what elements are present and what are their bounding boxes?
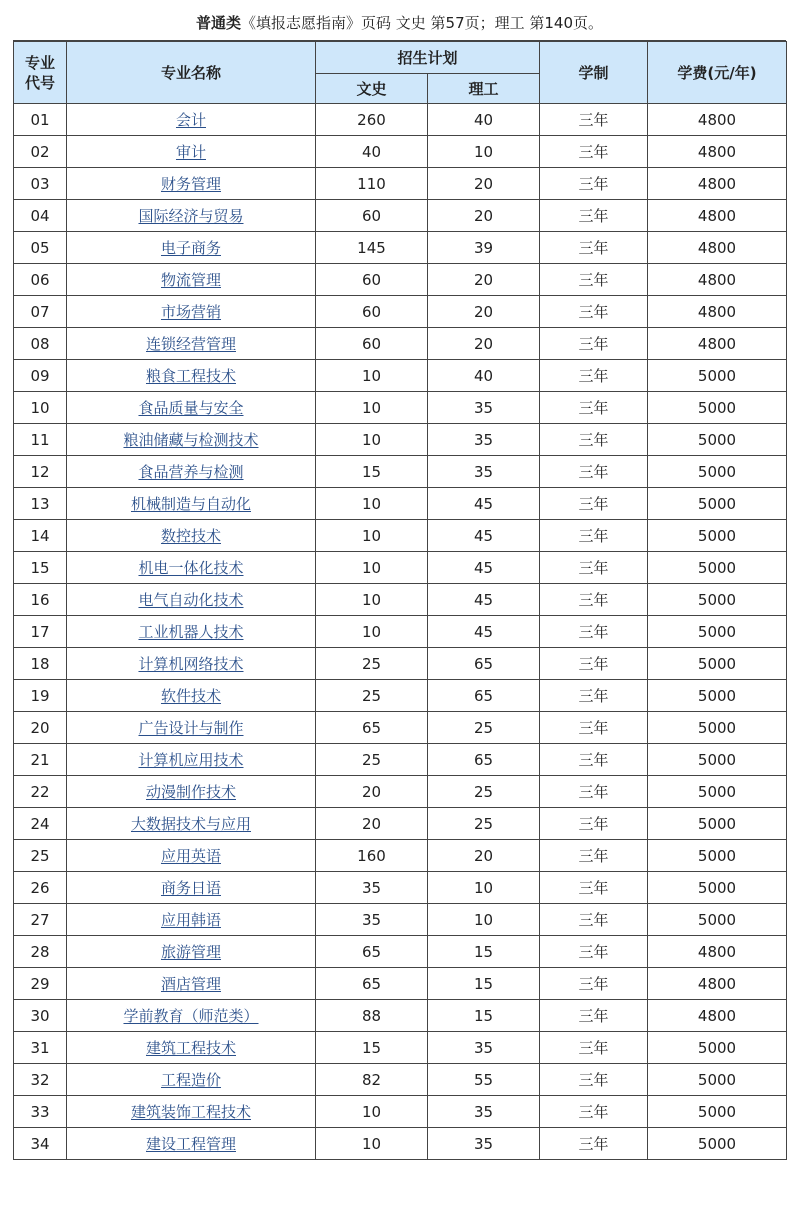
major-name-cell[interactable] xyxy=(67,680,316,712)
table-row xyxy=(14,904,787,936)
major-name-link[interactable]: 粮油储藏与检测技术 xyxy=(123,431,259,449)
major-name-cell[interactable] xyxy=(67,104,316,136)
major-name-link[interactable]: 应用英语 xyxy=(160,847,221,865)
ligong-quota-cell: 65 xyxy=(428,744,540,776)
tuition-cell: 5000 xyxy=(648,1128,787,1160)
tuition-cell: 5000 xyxy=(648,776,787,808)
major-name-cell[interactable] xyxy=(67,616,316,648)
enrollment-plan-table xyxy=(13,41,787,1160)
duration-cell: 三年 xyxy=(540,616,648,648)
major-code-cell: 17 xyxy=(14,616,67,648)
tuition-cell: 5000 xyxy=(648,1096,787,1128)
ligong-quota-cell: 15 xyxy=(428,936,540,968)
table-row xyxy=(14,616,787,648)
major-name-cell[interactable] xyxy=(67,1032,316,1064)
major-code-cell: 08 xyxy=(14,328,67,360)
duration-cell: 三年 xyxy=(540,200,648,232)
header-enrollment-plan: 招生计划 xyxy=(316,42,540,74)
tuition-cell: 5000 xyxy=(648,712,787,744)
header-major-code: 专业代号 xyxy=(14,42,67,104)
major-code-cell: 04 xyxy=(14,200,67,232)
table-row xyxy=(14,424,787,456)
wenshi-quota-cell: 60 xyxy=(316,328,428,360)
major-name-link[interactable]: 连锁经营管理 xyxy=(145,335,236,353)
wenshi-quota-cell: 25 xyxy=(316,680,428,712)
duration-cell: 三年 xyxy=(540,872,648,904)
ligong-quota-cell: 39 xyxy=(428,232,540,264)
duration-cell: 三年 xyxy=(540,1000,648,1032)
major-name-cell[interactable] xyxy=(67,552,316,584)
wenshi-quota-cell: 60 xyxy=(316,296,428,328)
major-name-link[interactable]: 动漫制作技术 xyxy=(145,783,236,801)
major-code-cell: 22 xyxy=(14,776,67,808)
tuition-cell: 4800 xyxy=(648,328,787,360)
wenshi-quota-cell: 25 xyxy=(316,744,428,776)
tuition-cell: 4800 xyxy=(648,936,787,968)
wenshi-quota-cell: 10 xyxy=(316,488,428,520)
major-name-cell[interactable] xyxy=(67,456,316,488)
major-name-link[interactable]: 工业机器人技术 xyxy=(138,623,244,641)
major-name-link[interactable]: 建筑装饰工程技术 xyxy=(130,1103,251,1121)
table-row xyxy=(14,392,787,424)
major-code-cell: 09 xyxy=(14,360,67,392)
ligong-quota-cell: 25 xyxy=(428,712,540,744)
ligong-quota-cell: 65 xyxy=(428,648,540,680)
major-name-link[interactable]: 广告设计与制作 xyxy=(138,719,244,737)
wenshi-quota-cell: 160 xyxy=(316,840,428,872)
major-name-link[interactable]: 财务管理 xyxy=(160,175,221,193)
major-name-cell[interactable] xyxy=(67,520,316,552)
table-row xyxy=(14,328,787,360)
ligong-quota-cell: 40 xyxy=(428,360,540,392)
major-name-link[interactable]: 食品营养与检测 xyxy=(138,463,244,481)
major-name-cell[interactable] xyxy=(67,200,316,232)
table-row xyxy=(14,1128,787,1160)
major-code-cell: 27 xyxy=(14,904,67,936)
major-name-link[interactable]: 机电一体化技术 xyxy=(138,559,244,577)
table-row xyxy=(14,680,787,712)
ligong-quota-cell: 25 xyxy=(428,808,540,840)
tuition-cell: 5000 xyxy=(648,680,787,712)
major-name-cell[interactable] xyxy=(67,872,316,904)
wenshi-quota-cell: 10 xyxy=(316,1128,428,1160)
major-name-cell[interactable] xyxy=(67,424,316,456)
major-code-cell: 19 xyxy=(14,680,67,712)
major-name-cell[interactable] xyxy=(67,1128,316,1160)
major-code-cell: 32 xyxy=(14,1064,67,1096)
duration-cell: 三年 xyxy=(540,744,648,776)
major-code-cell: 13 xyxy=(14,488,67,520)
wenshi-quota-cell: 145 xyxy=(316,232,428,264)
wenshi-quota-cell: 260 xyxy=(316,104,428,136)
major-name-cell[interactable] xyxy=(67,904,316,936)
major-name-cell[interactable] xyxy=(67,840,316,872)
major-code-cell: 25 xyxy=(14,840,67,872)
major-name-link[interactable]: 软件技术 xyxy=(160,687,221,705)
major-name-link[interactable]: 市场营销 xyxy=(160,303,221,321)
major-code-cell: 33 xyxy=(14,1096,67,1128)
duration-cell: 三年 xyxy=(540,520,648,552)
ligong-quota-cell: 45 xyxy=(428,488,540,520)
ligong-quota-cell: 20 xyxy=(428,200,540,232)
major-name-cell[interactable] xyxy=(67,584,316,616)
table-row xyxy=(14,456,787,488)
tuition-cell: 5000 xyxy=(648,840,787,872)
wenshi-quota-cell: 10 xyxy=(316,584,428,616)
table-row xyxy=(14,584,787,616)
table-row xyxy=(14,200,787,232)
tuition-cell: 5000 xyxy=(648,1032,787,1064)
ligong-quota-cell: 35 xyxy=(428,1096,540,1128)
enrollment-plan-table-container xyxy=(13,6,786,1160)
major-name-cell[interactable] xyxy=(67,488,316,520)
major-name-link[interactable]: 商务日语 xyxy=(160,879,221,897)
major-name-cell[interactable] xyxy=(67,264,316,296)
major-name-link[interactable]: 旅游管理 xyxy=(160,943,221,961)
major-code-cell: 01 xyxy=(14,104,67,136)
caption-category: 普通类 xyxy=(195,14,241,32)
tuition-cell: 5000 xyxy=(648,808,787,840)
ligong-quota-cell: 20 xyxy=(428,296,540,328)
wenshi-quota-cell: 60 xyxy=(316,200,428,232)
ligong-quota-cell: 20 xyxy=(428,168,540,200)
ligong-quota-cell: 35 xyxy=(428,1128,540,1160)
tuition-cell: 4800 xyxy=(648,168,787,200)
major-name-cell[interactable] xyxy=(67,776,316,808)
ligong-quota-cell: 35 xyxy=(428,424,540,456)
wenshi-quota-cell: 88 xyxy=(316,1000,428,1032)
duration-cell: 三年 xyxy=(540,136,648,168)
table-row xyxy=(14,104,787,136)
tuition-cell: 5000 xyxy=(648,456,787,488)
tuition-cell: 5000 xyxy=(648,488,787,520)
major-code-cell: 21 xyxy=(14,744,67,776)
wenshi-quota-cell: 110 xyxy=(316,168,428,200)
ligong-quota-cell: 45 xyxy=(428,520,540,552)
ligong-quota-cell: 55 xyxy=(428,1064,540,1096)
tuition-cell: 5000 xyxy=(648,392,787,424)
wenshi-quota-cell: 10 xyxy=(316,392,428,424)
major-name-cell[interactable] xyxy=(67,744,316,776)
wenshi-quota-cell: 10 xyxy=(316,520,428,552)
table-row xyxy=(14,168,787,200)
major-code-cell: 07 xyxy=(14,296,67,328)
major-code-cell: 34 xyxy=(14,1128,67,1160)
major-name-link[interactable]: 大数据技术与应用 xyxy=(130,815,251,833)
major-name-cell[interactable] xyxy=(67,648,316,680)
major-name-link[interactable]: 食品质量与安全 xyxy=(138,399,244,417)
duration-cell: 三年 xyxy=(540,488,648,520)
tuition-cell: 4800 xyxy=(648,136,787,168)
major-name-cell[interactable] xyxy=(67,232,316,264)
duration-cell: 三年 xyxy=(540,648,648,680)
major-name-link[interactable]: 审计 xyxy=(175,143,206,161)
header-duration: 学制 xyxy=(540,42,648,104)
major-name-link[interactable]: 工程造价 xyxy=(160,1071,221,1089)
table-row xyxy=(14,488,787,520)
table-row xyxy=(14,872,787,904)
header-wenshi: 文史 xyxy=(316,74,428,104)
major-code-cell: 24 xyxy=(14,808,67,840)
ligong-quota-cell: 10 xyxy=(428,136,540,168)
wenshi-quota-cell: 10 xyxy=(316,1096,428,1128)
wenshi-quota-cell: 10 xyxy=(316,616,428,648)
table-row xyxy=(14,712,787,744)
table-row xyxy=(14,776,787,808)
tuition-cell: 5000 xyxy=(648,872,787,904)
duration-cell: 三年 xyxy=(540,360,648,392)
table-row xyxy=(14,1064,787,1096)
duration-cell: 三年 xyxy=(540,552,648,584)
wenshi-quota-cell: 10 xyxy=(316,552,428,584)
ligong-quota-cell: 35 xyxy=(428,1032,540,1064)
duration-cell: 三年 xyxy=(540,936,648,968)
tuition-cell: 5000 xyxy=(648,584,787,616)
major-name-cell[interactable] xyxy=(67,936,316,968)
duration-cell: 三年 xyxy=(540,1096,648,1128)
duration-cell: 三年 xyxy=(540,296,648,328)
major-name-cell[interactable] xyxy=(67,1000,316,1032)
major-code-cell: 03 xyxy=(14,168,67,200)
major-code-cell: 02 xyxy=(14,136,67,168)
duration-cell: 三年 xyxy=(540,232,648,264)
wenshi-quota-cell: 60 xyxy=(316,264,428,296)
wenshi-quota-cell: 65 xyxy=(316,936,428,968)
ligong-quota-cell: 35 xyxy=(428,392,540,424)
duration-cell: 三年 xyxy=(540,968,648,1000)
major-name-cell[interactable] xyxy=(67,392,316,424)
major-name-cell[interactable] xyxy=(67,360,316,392)
wenshi-quota-cell: 82 xyxy=(316,1064,428,1096)
wenshi-quota-cell: 15 xyxy=(316,1032,428,1064)
wenshi-quota-cell: 20 xyxy=(316,776,428,808)
tuition-cell: 5000 xyxy=(648,552,787,584)
major-name-link[interactable]: 建筑工程技术 xyxy=(145,1039,236,1057)
major-name-cell[interactable] xyxy=(67,1064,316,1096)
ligong-quota-cell: 15 xyxy=(428,1000,540,1032)
tuition-cell: 4800 xyxy=(648,232,787,264)
duration-cell: 三年 xyxy=(540,456,648,488)
table-row xyxy=(14,520,787,552)
ligong-quota-cell: 45 xyxy=(428,584,540,616)
table-row xyxy=(14,936,787,968)
major-name-cell[interactable] xyxy=(67,168,316,200)
tuition-cell: 5000 xyxy=(648,744,787,776)
wenshi-quota-cell: 10 xyxy=(316,424,428,456)
wenshi-quota-cell: 15 xyxy=(316,456,428,488)
wenshi-quota-cell: 65 xyxy=(316,712,428,744)
table-row xyxy=(14,360,787,392)
header-major-name: 专业名称 xyxy=(67,42,316,104)
ligong-quota-cell: 20 xyxy=(428,840,540,872)
table-row xyxy=(14,744,787,776)
major-code-cell: 14 xyxy=(14,520,67,552)
table-row xyxy=(14,648,787,680)
major-code-cell: 20 xyxy=(14,712,67,744)
duration-cell: 三年 xyxy=(540,904,648,936)
duration-cell: 三年 xyxy=(540,392,648,424)
major-name-cell[interactable] xyxy=(67,136,316,168)
ligong-quota-cell: 10 xyxy=(428,872,540,904)
table-row xyxy=(14,840,787,872)
table-caption xyxy=(13,6,786,41)
major-name-cell[interactable] xyxy=(67,1096,316,1128)
ligong-quota-cell: 20 xyxy=(428,328,540,360)
major-code-cell: 28 xyxy=(14,936,67,968)
major-name-link[interactable]: 粮食工程技术 xyxy=(145,367,236,385)
duration-cell: 三年 xyxy=(540,264,648,296)
major-name-link[interactable]: 物流管理 xyxy=(160,271,221,289)
tuition-cell: 4800 xyxy=(648,1000,787,1032)
duration-cell: 三年 xyxy=(540,104,648,136)
tuition-cell: 4800 xyxy=(648,104,787,136)
ligong-quota-cell: 10 xyxy=(428,904,540,936)
tuition-cell: 5000 xyxy=(648,424,787,456)
ligong-quota-cell: 20 xyxy=(428,264,540,296)
duration-cell: 三年 xyxy=(540,1064,648,1096)
major-name-cell[interactable] xyxy=(67,328,316,360)
major-name-link[interactable]: 会计 xyxy=(175,111,206,129)
major-code-cell: 10 xyxy=(14,392,67,424)
major-name-link[interactable]: 电子商务 xyxy=(160,239,221,257)
major-code-cell: 16 xyxy=(14,584,67,616)
duration-cell: 三年 xyxy=(540,776,648,808)
duration-cell: 三年 xyxy=(540,584,648,616)
table-row xyxy=(14,968,787,1000)
tuition-cell: 5000 xyxy=(648,1064,787,1096)
ligong-quota-cell: 40 xyxy=(428,104,540,136)
wenshi-quota-cell: 35 xyxy=(316,872,428,904)
major-code-cell: 31 xyxy=(14,1032,67,1064)
ligong-quota-cell: 35 xyxy=(428,456,540,488)
duration-cell: 三年 xyxy=(540,168,648,200)
duration-cell: 三年 xyxy=(540,808,648,840)
duration-cell: 三年 xyxy=(540,840,648,872)
major-code-cell: 15 xyxy=(14,552,67,584)
tuition-cell: 5000 xyxy=(648,904,787,936)
major-name-cell[interactable] xyxy=(67,808,316,840)
tuition-cell: 5000 xyxy=(648,520,787,552)
table-row xyxy=(14,1032,787,1064)
major-name-link[interactable]: 建设工程管理 xyxy=(145,1135,236,1153)
major-name-link[interactable]: 学前教育（师范类） xyxy=(123,1007,259,1025)
tuition-cell: 5000 xyxy=(648,648,787,680)
tuition-cell: 4800 xyxy=(648,200,787,232)
major-name-link[interactable]: 计算机应用技术 xyxy=(138,751,244,769)
major-name-link[interactable]: 应用韩语 xyxy=(160,911,221,929)
table-row xyxy=(14,552,787,584)
table-row xyxy=(14,1096,787,1128)
major-name-cell[interactable] xyxy=(67,712,316,744)
major-code-cell: 30 xyxy=(14,1000,67,1032)
tuition-cell: 5000 xyxy=(648,360,787,392)
ligong-quota-cell: 15 xyxy=(428,968,540,1000)
table-row xyxy=(14,232,787,264)
major-name-link[interactable]: 酒店管理 xyxy=(160,975,221,993)
major-code-cell: 06 xyxy=(14,264,67,296)
table-row xyxy=(14,136,787,168)
major-name-cell[interactable] xyxy=(67,296,316,328)
wenshi-quota-cell: 20 xyxy=(316,808,428,840)
duration-cell: 三年 xyxy=(540,1128,648,1160)
tuition-cell: 4800 xyxy=(648,296,787,328)
major-code-cell: 26 xyxy=(14,872,67,904)
tuition-cell: 5000 xyxy=(648,616,787,648)
major-name-link[interactable]: 计算机网络技术 xyxy=(138,655,244,673)
tuition-cell: 4800 xyxy=(648,264,787,296)
duration-cell: 三年 xyxy=(540,328,648,360)
major-name-cell[interactable] xyxy=(67,968,316,1000)
major-code-cell: 11 xyxy=(14,424,67,456)
header-tuition: 学费(元/年) xyxy=(648,42,787,104)
major-code-cell: 12 xyxy=(14,456,67,488)
table-row xyxy=(14,808,787,840)
table-row xyxy=(14,296,787,328)
wenshi-quota-cell: 65 xyxy=(316,968,428,1000)
duration-cell: 三年 xyxy=(540,424,648,456)
header-ligong: 理工 xyxy=(428,74,540,104)
duration-cell: 三年 xyxy=(540,680,648,712)
ligong-quota-cell: 65 xyxy=(428,680,540,712)
major-code-cell: 18 xyxy=(14,648,67,680)
major-code-cell: 05 xyxy=(14,232,67,264)
ligong-quota-cell: 45 xyxy=(428,616,540,648)
wenshi-quota-cell: 10 xyxy=(316,360,428,392)
duration-cell: 三年 xyxy=(540,1032,648,1064)
major-name-link[interactable]: 数控技术 xyxy=(160,527,221,545)
major-code-cell: 29 xyxy=(14,968,67,1000)
duration-cell: 三年 xyxy=(540,712,648,744)
major-name-link[interactable]: 机械制造与自动化 xyxy=(130,495,251,513)
ligong-quota-cell: 45 xyxy=(428,552,540,584)
wenshi-quota-cell: 40 xyxy=(316,136,428,168)
major-name-link[interactable]: 电气自动化技术 xyxy=(138,591,244,609)
wenshi-quota-cell: 35 xyxy=(316,904,428,936)
table-row xyxy=(14,1000,787,1032)
tuition-cell: 4800 xyxy=(648,968,787,1000)
table-row xyxy=(14,264,787,296)
ligong-quota-cell: 25 xyxy=(428,776,540,808)
major-name-link[interactable]: 国际经济与贸易 xyxy=(138,207,244,225)
wenshi-quota-cell: 25 xyxy=(316,648,428,680)
caption-text: 《填报志愿指南》页码 文史 第57页；理工 第140页。 xyxy=(240,14,604,32)
